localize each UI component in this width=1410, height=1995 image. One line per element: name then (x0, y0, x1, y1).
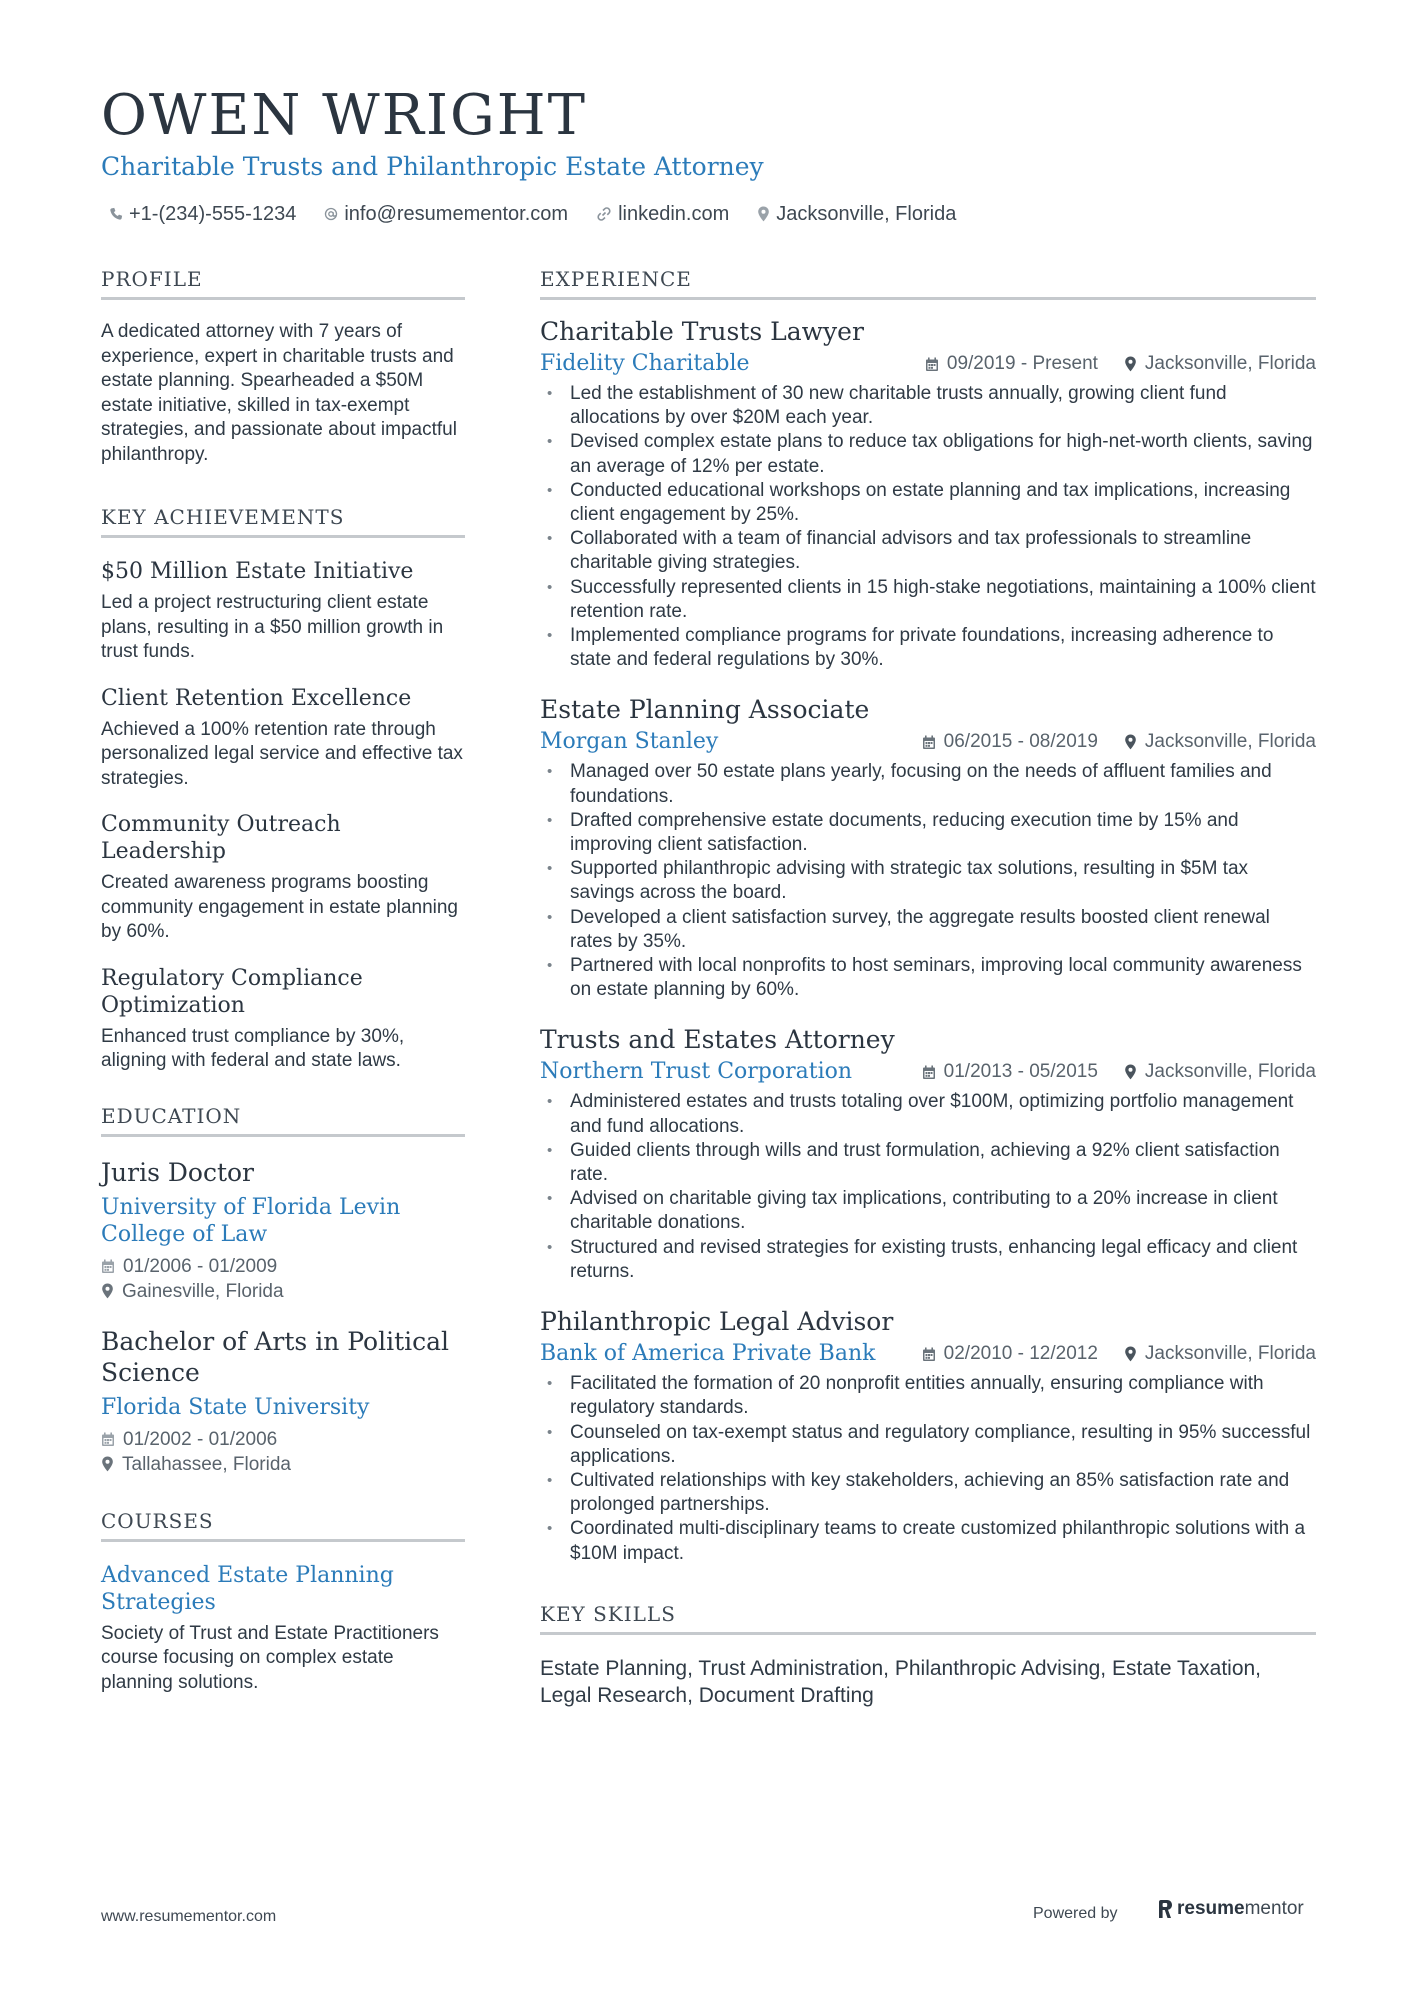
education-location-text: Gainesville, Florida (122, 1280, 284, 1302)
achievement-text: Created awareness programs boosting community engagement in estate planning by 60%. (101, 872, 459, 942)
job-location-text: Jacksonville, Florida (1144, 1061, 1316, 1083)
job-title: Trusts and Estates Attorney (540, 1025, 895, 1055)
job-bullet: • Collaborated with a team of financial advisors and tax professionals to streamline charitable giving strategies. (540, 527, 1316, 575)
education-degree: Juris Doctor (101, 1157, 254, 1187)
contact-email[interactable] (324, 203, 568, 226)
job-bullet: • Coordinated multi-disciplinary teams to create customized philanthropic solutions with a $10M impact. (540, 1517, 1316, 1565)
achievement-item (101, 965, 465, 1074)
education-dates-text: 01/2006 - 01/2009 (123, 1255, 278, 1277)
location-pin-icon (101, 1283, 114, 1299)
location-pin-icon (1124, 1064, 1137, 1080)
education-school: University of Florida Levin College of Law (101, 1194, 401, 1247)
calendar-icon (925, 357, 939, 372)
education-section (101, 1104, 465, 1477)
job-location (1124, 1343, 1316, 1365)
job-location-text: Jacksonville, Florida (1144, 1343, 1316, 1365)
section-title-achievements: KEY ACHIEVEMENTS (101, 505, 465, 538)
job-bullet: • Cultivated relationships with key stakeholders, achieving an 85% satisfaction rate and prolonged partnerships. (540, 1469, 1316, 1517)
job-header (540, 1339, 1316, 1369)
achievement-text: Enhanced trust compliance by 30%, aligning with federal and state laws. (101, 1025, 405, 1071)
job-bullet: • Managed over 50 estate plans yearly, focusing on the needs of affluent families and foundations. (540, 760, 1316, 808)
contact-location (757, 203, 956, 226)
job-bullet: • Led the establishment of 30 new charitable trusts annually, growing client fund allocations by over $20M each year. (540, 382, 1316, 430)
company-name: Bank of America Private Bank (540, 1341, 876, 1367)
education-dates-text: 01/2002 - 01/2006 (123, 1428, 278, 1450)
experience-list (540, 316, 1316, 1566)
candidate-name: OWEN WRIGHT (101, 83, 587, 148)
education-degree: Bachelor of Arts in Political Science (101, 1326, 450, 1387)
job-dates-text: 06/2015 - 08/2019 (943, 731, 1098, 753)
calendar-icon (922, 1347, 936, 1362)
job-bullet: • Counseled on tax-exempt status and regulatory compliance, resulting in 95% successful applications. (540, 1421, 1316, 1469)
education-item (101, 1326, 465, 1477)
contact-linkedin[interactable] (596, 203, 729, 226)
achievement-item (101, 685, 465, 792)
job-location (1124, 731, 1316, 753)
section-title-profile: PROFILE (101, 267, 465, 300)
job-bullets (540, 1372, 1316, 1566)
contact-location-text: Jacksonville, Florida (776, 202, 957, 225)
course-title: Advanced Estate Planning Strategies (101, 1562, 394, 1615)
job-dates (922, 731, 1098, 753)
job-bullet: • Advised on charitable giving tax implications, contributing to a 20% increase in client charitable donations. (540, 1187, 1316, 1235)
education-dates (101, 1427, 465, 1452)
job-bullet: • Facilitated the formation of 20 nonprofit entities annually, ensuring compliance with regulatory standards. (540, 1372, 1316, 1420)
company-name: Morgan Stanley (540, 729, 719, 755)
contact-phone-text: +1-(234)-555-1234 (129, 202, 297, 225)
achievements-section (101, 505, 465, 1074)
education-location (101, 1452, 465, 1477)
job-bullets (540, 1090, 1316, 1284)
calendar-icon (922, 735, 936, 750)
course-text: Society of Trust and Estate Practitioners course focusing on complex estate planning solutions. (101, 1622, 439, 1693)
section-title-courses: COURSES (101, 1509, 465, 1542)
calendar-icon (922, 1065, 936, 1080)
resumementor-logo-icon (1157, 1899, 1173, 1919)
footer-url[interactable]: www.resumementor.com (101, 1908, 277, 1925)
location-pin-icon (1124, 356, 1137, 372)
job-bullet: • Administered estates and trusts totaling over $100M, optimizing portfolio management and fund allocations. (540, 1090, 1316, 1138)
job-dates (922, 1061, 1098, 1083)
job-title: Philanthropic Legal Advisor (540, 1307, 894, 1337)
skills-text: Estate Planning, Trust Administration, Philanthropic Advising, Estate Taxation, Legal Research, Document Drafting (540, 1656, 1262, 1707)
company-name: Northern Trust Corporation (540, 1059, 853, 1085)
job-title: Charitable Trusts Lawyer (540, 317, 864, 346)
education-location-text: Tallahassee, Florida (122, 1453, 291, 1475)
section-title-education: EDUCATION (101, 1104, 465, 1137)
experience-item (540, 1024, 1316, 1284)
courses-section (101, 1509, 465, 1696)
job-meta (896, 1343, 1316, 1365)
job-location-text: Jacksonville, Florida (1144, 353, 1316, 374)
job-location (1124, 353, 1316, 375)
contact-phone (109, 203, 296, 226)
job-location (1124, 1061, 1316, 1083)
experience-item (540, 1306, 1316, 1566)
brand-name-bold: resume (1177, 1898, 1245, 1919)
candidate-headline: Charitable Trusts and Philanthropic Estate Attorney (101, 152, 764, 181)
job-bullet: • Structured and revised strategies for existing trusts, enhancing legal efficacy and client returns. (540, 1236, 1316, 1284)
contact-bar (109, 199, 984, 229)
job-bullet: • Supported philanthropic advising with strategic tax solutions, resulting in $5M tax savings across the board. (540, 857, 1316, 905)
job-meta (896, 1061, 1316, 1083)
job-title: Estate Planning Associate (540, 695, 870, 725)
job-dates (922, 1343, 1098, 1365)
job-dates-text: 02/2010 - 12/2012 (943, 1343, 1098, 1365)
at-icon (324, 207, 338, 221)
achievement-item (101, 811, 465, 945)
profile-section (101, 267, 465, 467)
achievement-item (101, 558, 465, 665)
achievement-title: Regulatory Compliance Optimization (101, 965, 363, 1018)
job-meta (896, 731, 1316, 753)
location-pin-icon (101, 1456, 114, 1472)
calendar-icon (101, 1432, 115, 1447)
location-pin-icon (757, 206, 770, 222)
job-bullets (540, 760, 1316, 1002)
education-item (101, 1157, 465, 1304)
achievement-text: Led a project restructuring client estate plans, resulting in a $50 million growth in trust funds. (101, 592, 444, 662)
powered-by-label: Powered by (1033, 1905, 1118, 1922)
job-bullet: • Implemented compliance programs for private foundations, increasing adherence to state and federal regulations by 30%. (540, 624, 1316, 672)
job-header (540, 349, 1316, 379)
job-header (540, 727, 1316, 757)
job-bullet: • Successfully represented clients in 15 high-stake negotiations, maintaining a 100% client retention rate. (540, 576, 1316, 624)
job-dates (925, 353, 1098, 375)
job-bullet: • Devised complex estate plans to reduce tax obligations for high-net-worth clients, saving an average of 12% per estate. (540, 430, 1316, 478)
job-header (540, 1057, 1316, 1087)
achievement-title: Client Retention Excellence (101, 685, 412, 711)
job-dates-text: 09/2019 - Present (946, 353, 1098, 374)
skills-section (540, 1602, 1316, 1709)
education-school: Florida State University (101, 1394, 370, 1420)
education-location (101, 1279, 465, 1304)
job-bullet: • Drafted comprehensive estate documents, reducing execution time by 15% and improving client satisfaction. (540, 809, 1316, 857)
education-dates (101, 1254, 465, 1279)
job-bullet: • Developed a client satisfaction survey, the aggregate results boosted client renewal rates by 35%. (540, 906, 1316, 954)
job-meta (899, 353, 1316, 375)
job-bullet: • Guided clients through wills and trust formulation, achieving a 92% client satisfaction rate. (540, 1139, 1316, 1187)
job-bullet: • Conducted educational workshops on estate planning and tax implications, increasing client engagement by 25%. (540, 479, 1316, 527)
achievement-title: $50 Million Estate Initiative (101, 559, 414, 584)
job-bullet: • Partnered with local nonprofits to host seminars, improving local community awareness on estate planning by 60%. (540, 954, 1316, 1002)
section-title-experience: EXPERIENCE (540, 267, 1316, 300)
location-pin-icon (1124, 734, 1137, 750)
right-column (540, 267, 1316, 1709)
location-pin-icon (1124, 1346, 1137, 1362)
brand-logo[interactable] (1157, 1898, 1304, 1920)
link-icon (596, 206, 612, 222)
achievement-title: Community Outreach Leadership (101, 812, 341, 864)
job-bullets (540, 382, 1316, 672)
calendar-icon (101, 1259, 115, 1274)
experience-item (540, 694, 1316, 1002)
company-name: Fidelity Charitable (540, 351, 750, 376)
job-dates-text: 01/2013 - 05/2015 (943, 1061, 1098, 1083)
achievement-text: Achieved a 100% retention rate through personalized legal service and effective tax strategies. (101, 718, 463, 789)
contact-email-text: info@resumementor.com (344, 202, 569, 225)
profile-text: A dedicated attorney with 7 years of experience, expert in charitable trusts and estate planning. Spearheaded a $50M estate initiative, skilled in tax-exempt strategies, and passionate about impactful philanthropy. (101, 321, 457, 465)
section-title-skills: KEY SKILLS (540, 1602, 1316, 1635)
brand-name-rest: mentor (1244, 1898, 1304, 1919)
left-column (101, 267, 465, 1733)
job-location-text: Jacksonville, Florida (1144, 731, 1316, 753)
contact-linkedin-text: linkedin.com (618, 202, 730, 225)
experience-item (540, 316, 1316, 672)
phone-icon (109, 207, 123, 221)
